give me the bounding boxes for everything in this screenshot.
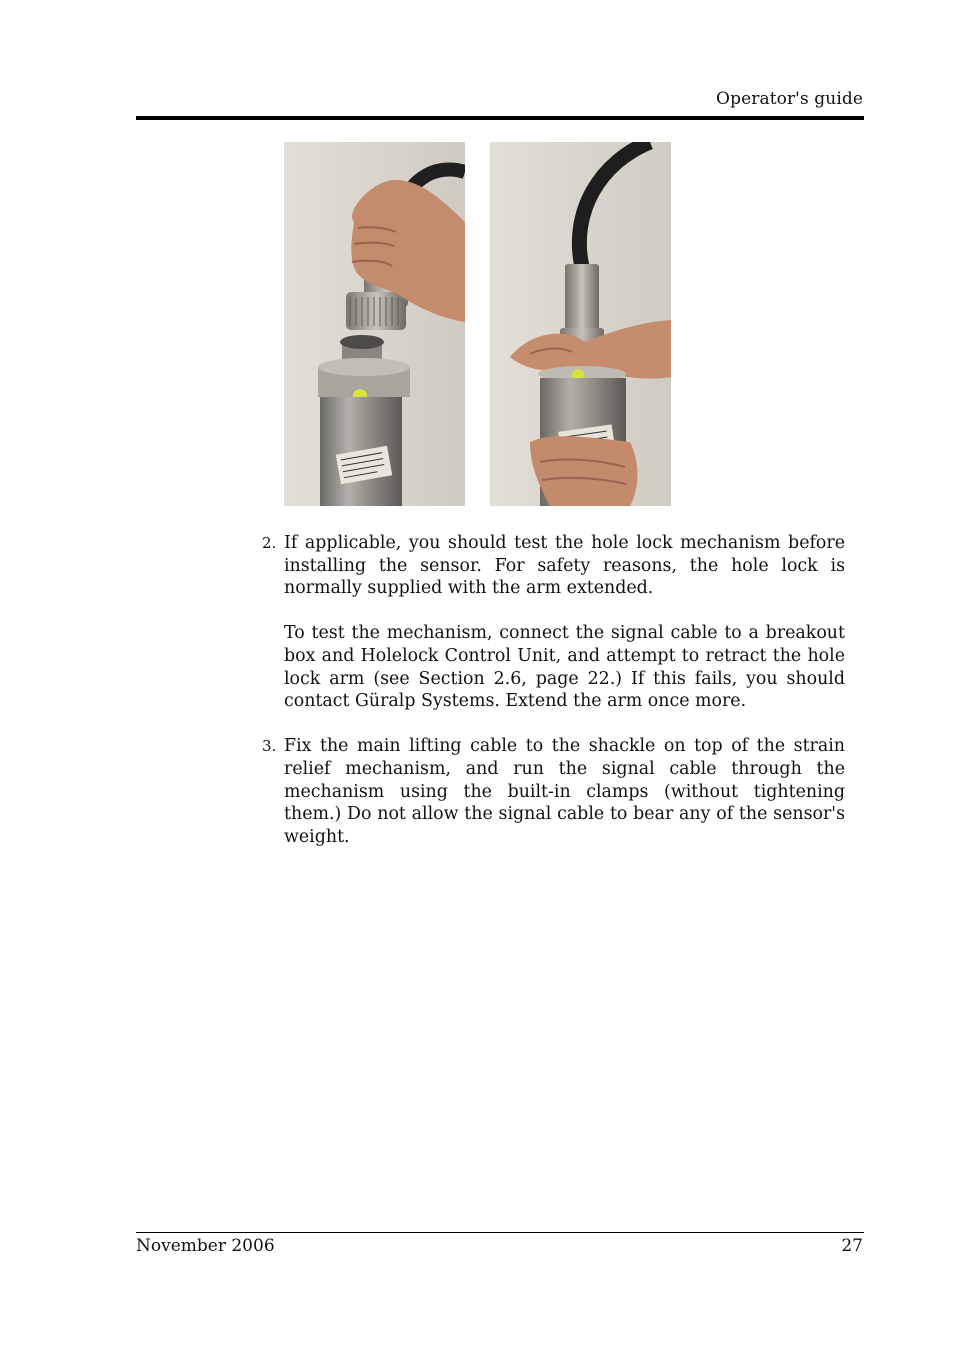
paragraph: If applicable, you should test the hole lock mechanism before installing the sensor. For safety reasons, the hole lock is normally supplied with the arm extended. bbox=[284, 533, 845, 599]
list-item bbox=[262, 532, 845, 713]
footer-rule bbox=[136, 1232, 864, 1233]
paragraph: Fix the main lifting cable to the shackle on top of the strain relief mechanism, and run the signal cable through the mechanism using the built-in clamps (without tightening them.) Do not allow the signal cable to bear any of the sensor's weight. bbox=[284, 736, 845, 847]
list-item bbox=[262, 735, 845, 848]
footer-date: November 2006 bbox=[136, 1236, 275, 1256]
photo-sensor-connector-left bbox=[284, 142, 465, 506]
item-number: 3. bbox=[262, 737, 277, 756]
header-title: Operator's guide bbox=[716, 89, 863, 109]
page-number: 27 bbox=[841, 1236, 863, 1256]
header-rule bbox=[136, 116, 864, 120]
item-number: 2. bbox=[262, 534, 277, 552]
photo-sensor-connector-right bbox=[490, 142, 671, 506]
instruction-list bbox=[262, 532, 845, 848]
paragraph: To test the mechanism, connect the signal cable to a breakout box and Holelock Control Unit, and attempt to retract the hole lock arm (see Section 2.6, page 22.) If this fails, you should contact Güralp Systems. Extend the arm once more. bbox=[284, 623, 845, 712]
